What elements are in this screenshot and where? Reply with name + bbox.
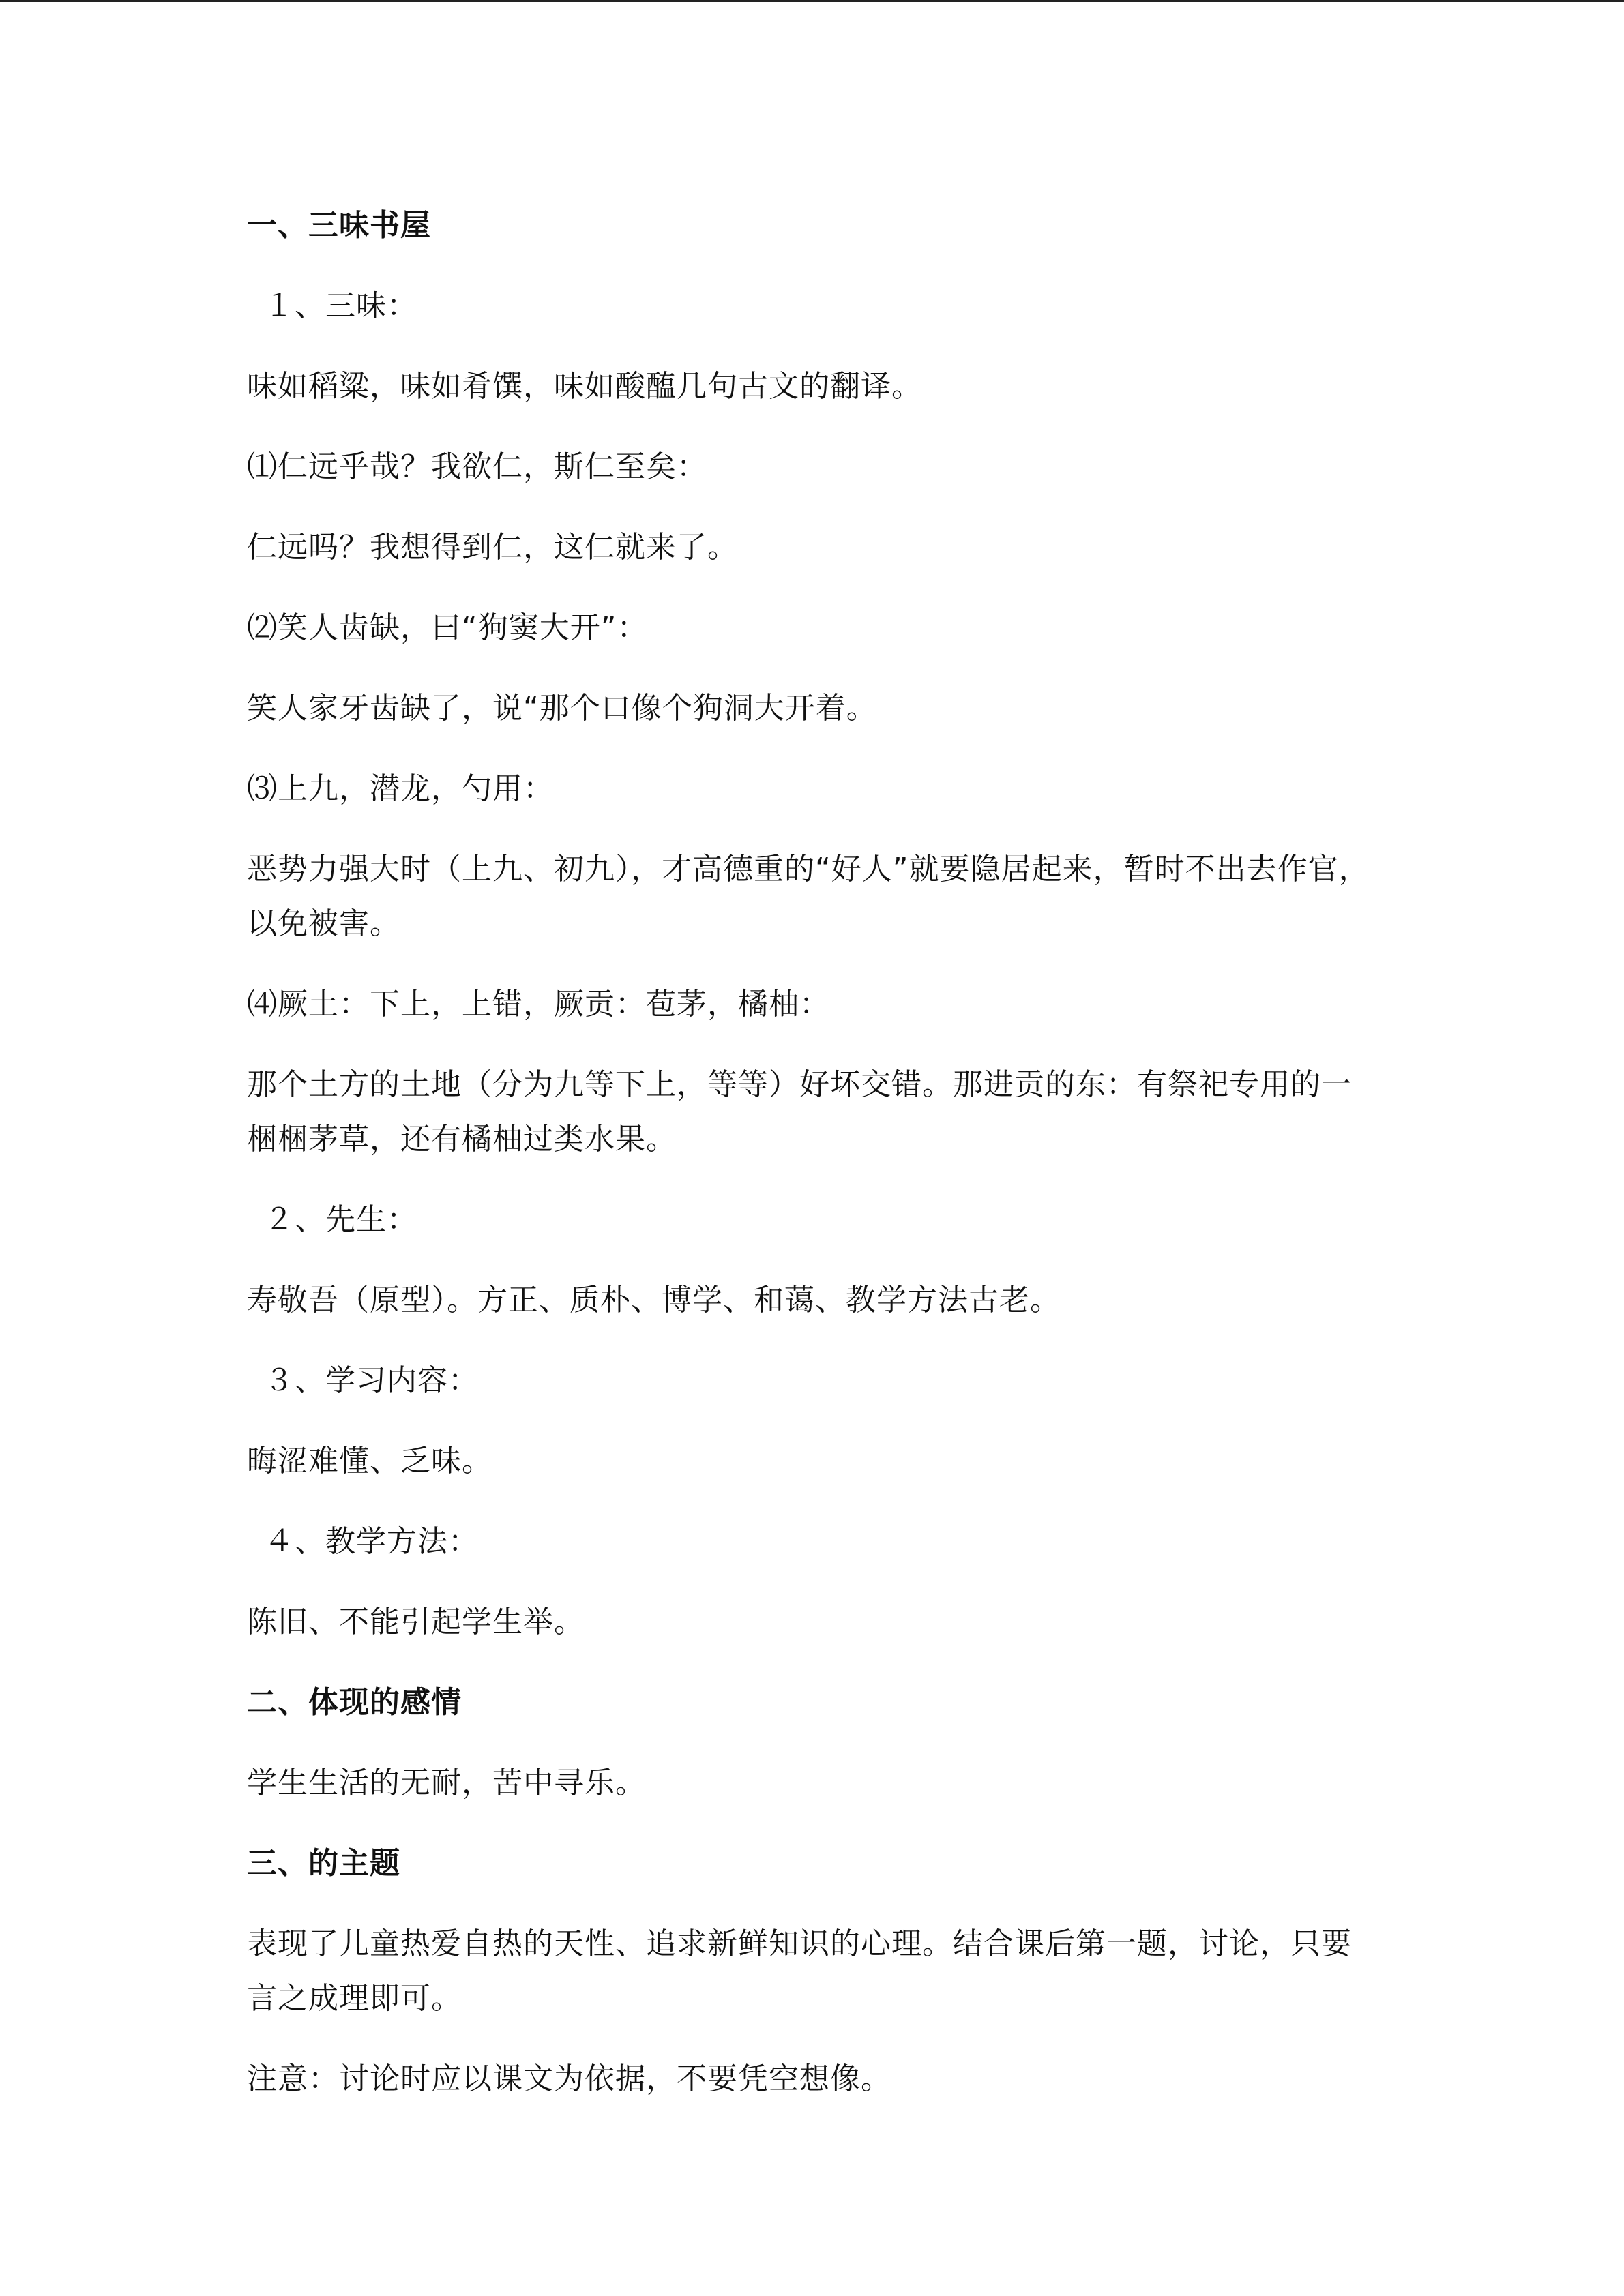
translation-line: 笑人家牙齿缺了，说“那个口像个狗洞大开着。 xyxy=(247,691,877,726)
paragraph: 表现了儿童热爱自热的天性、追求新鲜知识的心理。结合课后第一题，讨论，只要言之成理即可。 xyxy=(247,1926,1352,2016)
note-paragraph: 注意：讨论时应以课文为依据，不要凭空想像。 xyxy=(247,2061,891,2096)
paragraph: 寿敬吾（原型）。方正、质朴、博学、和蔼、教学方法古老。 xyxy=(247,1283,1061,1317)
section-heading-3: 三、的主题 xyxy=(247,1846,400,1881)
quote-line: ⑵笑人齿缺，曰“狗窦大开”： xyxy=(247,610,648,645)
paragraph: 味如稻粱，味如肴馔，味如酸醢几句古文的翻译。 xyxy=(247,369,922,404)
section-heading-1: 一、三味书屋 xyxy=(247,208,431,243)
document-body xyxy=(247,198,1379,2132)
section-heading-2: 二、体现的感情 xyxy=(247,1685,462,1720)
subheading-1: １、三味： xyxy=(254,288,417,323)
translation-paragraph: 那个土方的土地（分为九等下上，等等）好坏交错。那进贡的东：有祭祀专用的一梱梱茅草，还有橘柚过类水果。 xyxy=(247,1067,1352,1157)
subheading-4: ４、教学方法： xyxy=(254,1524,479,1559)
quote-line: ⑴仁远乎哉？我欲仁，斯仁至矣： xyxy=(247,449,707,484)
subheading-3: ３、学习内容： xyxy=(254,1363,479,1398)
subheading-2: ２、先生： xyxy=(254,1202,417,1237)
quote-line: ⑷厥土：下上，上错，厥贡：苞茅，橘柚： xyxy=(247,987,830,1022)
quote-line: ⑶上九，潜龙，勺用： xyxy=(247,771,554,806)
paragraph: 陈旧、不能引起学生举。 xyxy=(247,1605,585,1639)
paragraph: 晦涩难懂、乏味。 xyxy=(247,1444,492,1478)
translation-line: 仁远吗？我想得到仁，这仁就来了。 xyxy=(247,530,738,565)
paragraph: 学生生活的无耐，苦中寻乐。 xyxy=(247,1765,646,1800)
translation-paragraph: 恶势力强大时（上九、初九），才高德重的“好人”就要隐居起来，暂时不出去作官，以免被害。 xyxy=(247,852,1370,941)
